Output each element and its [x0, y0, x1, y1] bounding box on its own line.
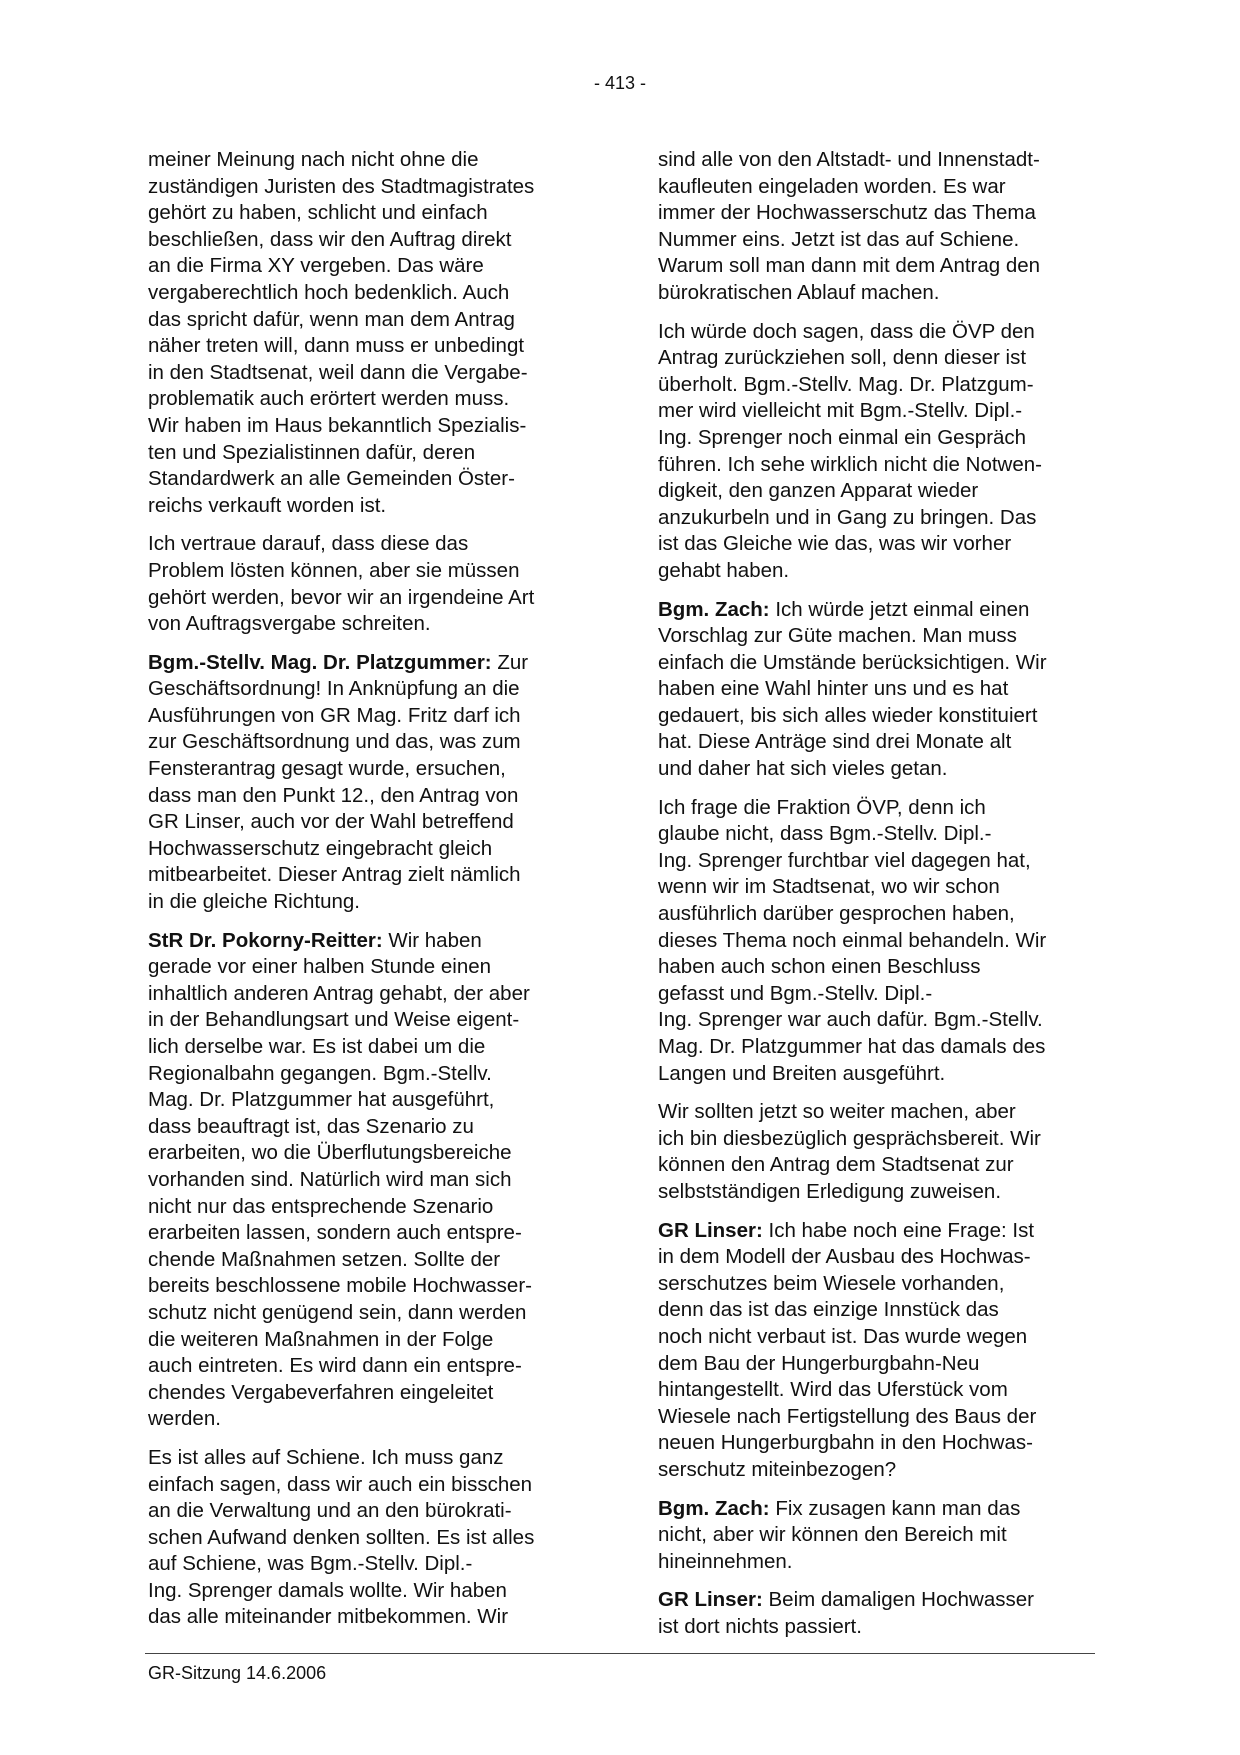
paragraph [658, 1099, 1098, 1205]
text-line: digkeit, den ganzen Apparat wieder [658, 479, 979, 503]
speaker-name: StR Dr. Pokorny-Reitter: [148, 928, 383, 952]
text-line: gehabt haben. [658, 558, 790, 582]
text-line: Ich würde doch sagen, dass die ÖVP den [658, 319, 1035, 343]
right-column [658, 147, 1098, 1652]
text-line: Langen und Breiten ausgeführt. [658, 1061, 946, 1085]
text-line: die weiteren Maßnahmen in der Folge [148, 1327, 494, 1351]
text-line: dem Bau der Hungerburgbahn-Neu [658, 1351, 980, 1375]
text-line: wenn wir im Stadtsenat, wo wir schon [658, 875, 1000, 899]
paragraph [148, 147, 588, 519]
text-line: Nummer eins. Jetzt ist das auf Schiene. [658, 227, 1020, 251]
text-line [658, 1587, 1098, 1614]
text-line: selbstständigen Erledigung zuweisen. [658, 1179, 1002, 1203]
paragraph [148, 1445, 588, 1631]
text-line: Geschäftsordnung! In Anknüpfung an die [148, 677, 520, 701]
speech-text: Ich würde jetzt einmal einen [769, 597, 1030, 621]
text-line: gedauert, bis sich alles wieder konstituiert [658, 703, 1038, 727]
text-line: Ausführungen von GR Mag. Fritz darf ich [148, 703, 521, 727]
text-line: Ich vertraue darauf, dass diese das [148, 532, 469, 556]
text-line: gerade vor einer halben Stunde einen [148, 955, 492, 979]
paragraph [658, 147, 1098, 307]
text-line: serschutzes beim Wiesele vorhanden, [658, 1271, 1005, 1295]
text-line: gefasst und Bgm.-Stellv. Dipl.- [658, 981, 933, 1005]
speaker-name: GR Linser: [658, 1218, 763, 1242]
text-line: ich bin diesbezüglich gesprächsbereit. Wir [658, 1126, 1041, 1150]
text-line: dass beauftragt ist, das Szenario zu [148, 1114, 474, 1138]
text-line: hintangestellt. Wird das Uferstück vom [658, 1378, 1008, 1402]
text-line: vorhanden sind. Natürlich wird man sich [148, 1167, 512, 1191]
text-line: Ing. Sprenger furchtbar viel dagegen hat, [658, 848, 1031, 872]
text-line: mer wird vielleicht mit Bgm.-Stellv. Dipl.- [658, 399, 1023, 423]
text-line: Ich frage die Fraktion ÖVP, denn ich [658, 795, 986, 819]
text-line: und daher hat sich vieles getan. [658, 757, 948, 781]
text-line: problematik auch erörtert werden muss. [148, 387, 510, 411]
text-line: führen. Ich sehe wirklich nicht die Notwen- [658, 452, 1042, 476]
text-line: zur Geschäftsordnung und das, was zum [148, 730, 521, 754]
text-line: anzukurbeln und in Gang zu bringen. Das [658, 505, 1037, 529]
text-line: einfach die Umstände berücksichtigen. Wir [658, 650, 1047, 674]
text-line: in die gleiche Richtung. [148, 890, 360, 914]
text-line: Mag. Dr. Platzgummer hat das damals des [658, 1035, 1046, 1058]
text-line: werden. [148, 1407, 221, 1431]
paragraph [658, 1587, 1098, 1640]
text-line: Problem lösten können, aber sie müssen [148, 558, 520, 582]
text-line: ist dort nichts passiert. [658, 1614, 862, 1638]
text-line: auch eintreten. Es wird dann ein entspre- [148, 1354, 522, 1378]
paragraph [658, 1496, 1098, 1576]
text-line: immer der Hochwasserschutz das Thema [658, 201, 1036, 225]
text-line: näher treten will, dann muss er unbedingt [148, 334, 525, 358]
text-line: nicht, aber wir können den Bereich mit [658, 1523, 1007, 1547]
text-line: dass man den Punkt 12., den Antrag von [148, 783, 519, 807]
text-line: Es ist alles auf Schiene. Ich muss ganz [148, 1445, 504, 1469]
speech-text: Wir haben [382, 928, 482, 952]
paragraph [658, 319, 1098, 585]
text-line: Warum soll man dann mit dem Antrag den [658, 254, 1041, 278]
text-line: chende Maßnahmen setzen. Sollte der [148, 1247, 501, 1271]
footer-divider [145, 1653, 1095, 1654]
paragraph [148, 531, 588, 637]
text-line: Wir sollten jetzt so weiter machen, aber [658, 1100, 1016, 1124]
text-line: ausführlich darüber gesprochen haben, [658, 902, 1015, 926]
text-line: können den Antrag dem Stadtsenat zur [658, 1153, 1014, 1177]
text-line: serschutz miteinbezogen? [658, 1457, 897, 1481]
paragraph [148, 928, 588, 1433]
text-line [148, 928, 588, 955]
speech-text: Ich habe noch eine Frage: Ist [762, 1218, 1035, 1242]
text-line: chendes Vergabeverfahren eingeleitet [148, 1380, 494, 1404]
text-line [658, 597, 1098, 624]
text-line: an die Verwaltung und an den bürokrati- [148, 1499, 512, 1523]
text-line: haben eine Wahl hinter uns und es hat [658, 677, 1009, 701]
text-line: schen Aufwand denken sollten. Es ist alles [148, 1525, 535, 1549]
text-line: von Auftragsvergabe schreiten. [148, 612, 431, 636]
text-line: das alle miteinander mitbekommen. Wir [148, 1605, 509, 1629]
text-line [658, 1218, 1098, 1245]
text-line: meiner Meinung nach nicht ohne die [148, 148, 479, 171]
text-line: in den Stadtsenat, weil dann die Vergabe- [148, 360, 528, 384]
text-line: ist das Gleiche wie das, was wir vorher [658, 532, 1012, 556]
speech-text: Beim damaligen Hochwasser [762, 1588, 1034, 1612]
text-line: GR Linser, auch vor der Wahl betreffend [148, 810, 514, 834]
text-line: nicht nur das entsprechende Szenario [148, 1194, 494, 1218]
text-line: ten und Spezialistinnen dafür, deren [148, 440, 476, 464]
text-line: vergaberechtlich hoch bedenklich. Auch [148, 280, 510, 304]
paragraph [658, 597, 1098, 783]
text-line: Mag. Dr. Platzgummer hat ausgeführt, [148, 1088, 495, 1112]
text-line: sind alle von den Altstadt- und Innenstadt- [658, 148, 1040, 171]
speaker-name: GR Linser: [658, 1588, 763, 1612]
footer-session-date: GR-Sitzung 14.6.2006 [148, 1663, 327, 1683]
text-line: erarbeiten, wo die Überflutungsbereiche [148, 1141, 512, 1165]
text-line: erarbeiten lassen, sondern auch entspre- [148, 1221, 522, 1245]
text-line: denn das ist das einzige Innstück das [658, 1298, 999, 1322]
text-line: Wiesele nach Fertigstellung des Baus der [658, 1404, 1037, 1428]
paragraph [658, 795, 1098, 1088]
text-line: Ing. Sprenger war auch dafür. Bgm.-Stellv. [658, 1008, 1043, 1032]
text-line: hineinnehmen. [658, 1549, 793, 1573]
text-line: Wir haben im Haus bekanntlich Spezialis- [148, 413, 527, 437]
text-line: lich derselbe war. Es ist dabei um die [148, 1035, 486, 1058]
text-line: hat. Diese Anträge sind drei Monate alt [658, 730, 1012, 754]
text-line: Antrag zurückziehen soll, denn dieser ist [658, 346, 1027, 370]
text-line: das spricht dafür, wenn man dem Antrag [148, 307, 515, 331]
speech-text: Zur [491, 650, 529, 674]
text-line: Fensterantrag gesagt wurde, ersuchen, [148, 757, 506, 781]
text-line: in dem Modell der Ausbau des Hochwas- [658, 1245, 1031, 1269]
text-line: Vorschlag zur Güte machen. Man muss [658, 624, 1017, 648]
paragraph [148, 650, 588, 916]
text-line: Hochwasserschutz eingebracht gleich [148, 836, 493, 860]
text-line: bereits beschlossene mobile Hochwasser- [148, 1274, 532, 1298]
text-line: Ing. Sprenger noch einmal ein Gespräch [658, 425, 1027, 449]
text-line: schutz nicht genügend sein, dann werden [148, 1300, 527, 1324]
text-line: kaufleuten eingeladen worden. Es war [658, 174, 1006, 198]
speaker-name: Bgm. Zach: [658, 1496, 770, 1520]
text-line: noch nicht verbaut ist. Das wurde wegen [658, 1324, 1028, 1348]
left-column [148, 147, 588, 1643]
text-line: gehört zu haben, schlicht und einfach [148, 201, 488, 225]
speaker-name: Bgm.-Stellv. Mag. Dr. Platzgummer: [148, 650, 492, 674]
text-line: an die Firma XY vergeben. Das wäre [148, 254, 484, 278]
text-line: bürokratischen Ablauf machen. [658, 280, 940, 304]
text-line: inhaltlich anderen Antrag gehabt, der aber [148, 981, 530, 1005]
text-line: neuen Hungerburgbahn in den Hochwas- [658, 1431, 1033, 1455]
text-line: gehört werden, bevor wir an irgendeine Art [148, 585, 535, 609]
text-line: in der Behandlungsart und Weise eigent- [148, 1008, 520, 1032]
text-line: einfach sagen, dass wir auch ein bisschen [148, 1472, 533, 1496]
text-line [658, 1496, 1098, 1523]
speaker-name: Bgm. Zach: [658, 597, 770, 621]
text-line: beschließen, dass wir den Auftrag direkt [148, 227, 512, 251]
text-line: Ing. Sprenger damals wollte. Wir haben [148, 1578, 507, 1602]
text-line [148, 650, 588, 677]
text-line: Standardwerk an alle Gemeinden Öster- [148, 467, 515, 491]
paragraph [658, 1218, 1098, 1484]
speech-text: Fix zusagen kann man das [769, 1496, 1021, 1520]
text-line: überholt. Bgm.-Stellv. Mag. Dr. Platzgum- [658, 372, 1034, 396]
text-line: reichs verkauft worden ist. [148, 493, 387, 517]
text-line: glaube nicht, dass Bgm.-Stellv. Dipl.- [658, 822, 992, 846]
text-line: auf Schiene, was Bgm.-Stellv. Dipl.- [148, 1552, 473, 1576]
text-line: haben auch schon einen Beschluss [658, 955, 981, 979]
page-number: - 413 - [593, 73, 647, 93]
text-line: Regionalbahn gegangen. Bgm.-Stellv. [148, 1061, 492, 1085]
text-line: dieses Thema noch einmal behandeln. Wir [658, 928, 1047, 952]
text-line: zuständigen Juristen des Stadtmagistrates [148, 174, 535, 198]
text-line: mitbearbeitet. Dieser Antrag zielt nämlich [148, 863, 521, 887]
